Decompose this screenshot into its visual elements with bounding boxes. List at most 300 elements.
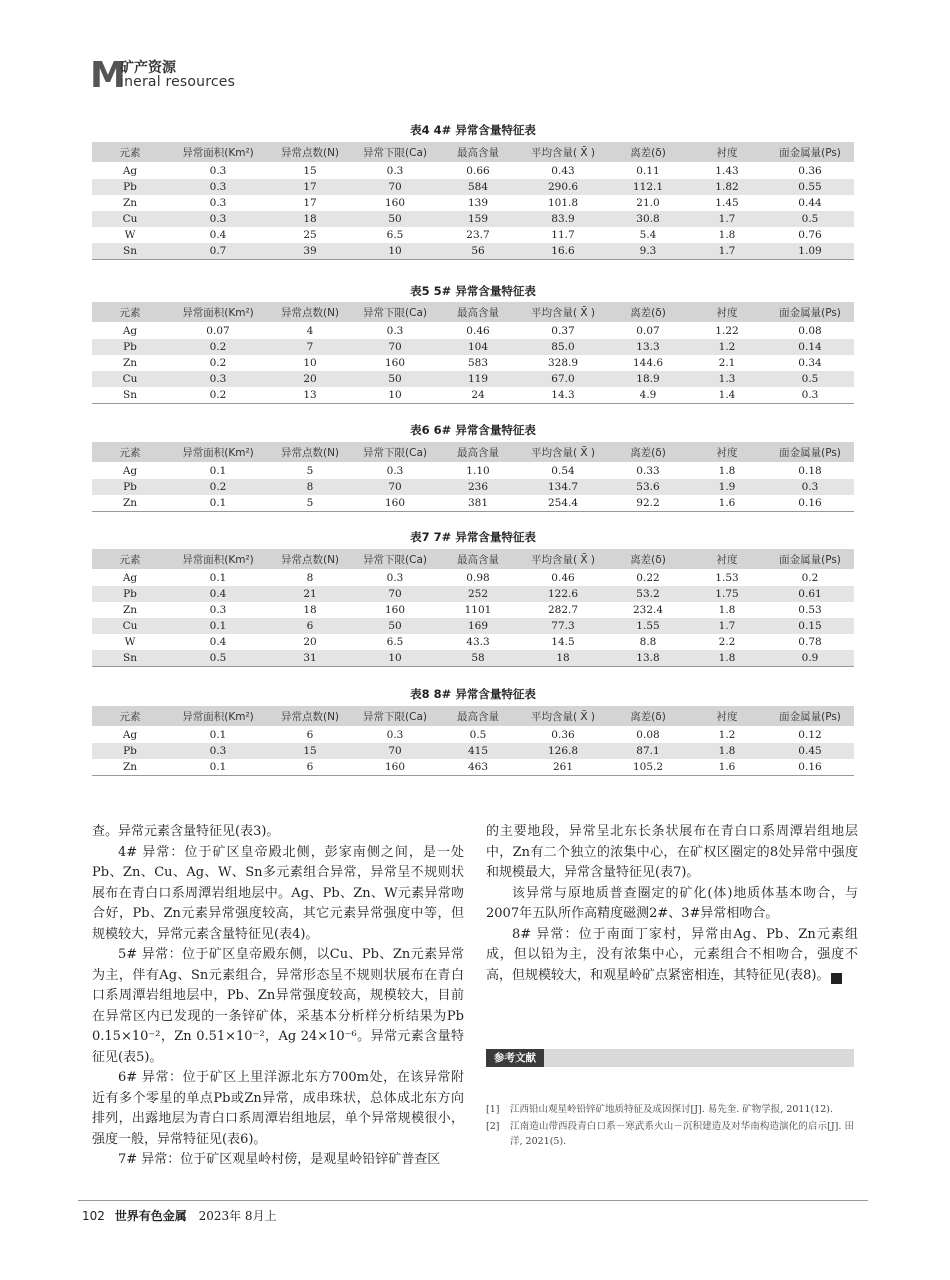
table-6 [92, 442, 854, 512]
table-cell: 10 [352, 243, 438, 260]
paragraph: 该异常与原地质普查圈定的矿化(体)地质体基本吻合，与2007年五队所作高精度磁测2#、3#异常相吻合。 [486, 885, 858, 921]
table-cell: 0.11 [636, 165, 660, 177]
reference-number: [2] [486, 1121, 500, 1132]
column-header: 最高含量 [438, 302, 518, 323]
table-cell: 0.3 [168, 179, 268, 195]
column-header: 平均含量( X̄ ) [518, 706, 608, 727]
column-header: 面金属量(Ps) [766, 302, 854, 323]
table-cell: 0.36 [798, 165, 822, 177]
table-cell: 0.3 [766, 387, 854, 404]
table-cell: Cu [92, 618, 168, 634]
table-cell: 0.2 [168, 339, 268, 355]
table-cell: 0.55 [766, 179, 854, 195]
column-header: 元素 [92, 549, 168, 570]
table-cell: 1.82 [688, 179, 766, 195]
table-cell: 0.12 [798, 729, 822, 741]
table-cell: 415 [438, 743, 518, 759]
table-cell: 0.34 [798, 357, 822, 369]
table-cell: 0.3 [386, 325, 404, 337]
column-header: 离差(δ) [608, 549, 688, 570]
table-cell: 0.3 [209, 165, 227, 177]
table-cell: 70 [352, 743, 438, 759]
column-header: 衬度 [688, 442, 766, 463]
column-header: 衬度 [688, 549, 766, 570]
body-right-column [486, 822, 867, 986]
page-number: 102 [82, 1209, 105, 1223]
table-cell: 77.3 [518, 618, 608, 634]
table-cell: 144.6 [632, 357, 664, 369]
table-cell: 252 [438, 586, 518, 602]
table-cell: 0.1 [209, 729, 227, 741]
table-cell: 30.8 [608, 211, 688, 227]
table-row [92, 570, 854, 587]
table-cell: 0.3 [209, 197, 227, 209]
table-cell: 1.3 [688, 371, 766, 387]
column-header: 异常下限(Ca) [352, 706, 438, 727]
table-row [92, 727, 854, 744]
table-cell: 583 [467, 357, 489, 369]
table-cell: 0.76 [798, 229, 822, 241]
table-cell: 0.3 [766, 479, 854, 495]
column-header: 离差(δ) [608, 302, 688, 323]
table-cell: 11.7 [551, 229, 575, 241]
table-cell: 328.9 [547, 357, 579, 369]
paragraph: 6# 异常：位于矿区上里洋源北东方700m处，在该异常附近有多个零星的单点Pb或Zn异常，成串珠状，总体成北东方向排列，出露地层为青白口系周潭岩组地层，单个异常规模很小，强度一般，异常特征见(表6)。 [92, 1070, 464, 1147]
column-header: 异常点数(N) [268, 706, 352, 727]
end-of-article-mark: 田 [831, 973, 842, 984]
reference-text: 江西铅山观星岭铅锌矿地质特征及成因探讨[J]. 易先奎. 矿物学报, 2011(12). [510, 1104, 834, 1115]
table-row [92, 163, 854, 180]
table-cell: 0.5 [168, 650, 268, 667]
table-row [92, 195, 854, 211]
column-header: 最高含量 [438, 142, 518, 163]
table-header-row [92, 442, 854, 463]
table-cell: 0.61 [766, 586, 854, 602]
table-cell: Zn [92, 495, 168, 512]
table-8 [92, 706, 854, 776]
table-cell: 0.1 [209, 572, 227, 584]
table-cell: 0.1 [168, 759, 268, 776]
table-cell: 2.1 [718, 357, 736, 369]
table-cell: 6 [268, 618, 352, 634]
table-cell: 0.37 [551, 325, 575, 337]
table-4-title: 表4 4# 异常含量特征表 [410, 123, 536, 137]
table-cell: 101.8 [547, 197, 579, 209]
table-row [92, 323, 854, 340]
table-cell: 1.55 [608, 618, 688, 634]
column-header: 最高含量 [438, 442, 518, 463]
table-cell: 5 [306, 465, 314, 477]
table-cell: 1.8 [688, 743, 766, 759]
table-cell: Sn [92, 387, 168, 404]
table-cell: 85.0 [518, 339, 608, 355]
table-cell: 67.0 [518, 371, 608, 387]
table-cell: 0.1 [168, 618, 268, 634]
table-cell: 1.8 [688, 650, 766, 667]
column-header: 异常下限(Ca) [352, 442, 438, 463]
table-cell: 1.6 [688, 495, 766, 512]
references-list [486, 1102, 854, 1151]
column-header: 最高含量 [438, 706, 518, 727]
table-5 [92, 302, 854, 404]
table-cell: 43.3 [466, 636, 490, 648]
references-heading-bar [486, 1049, 854, 1067]
table-cell: 31 [268, 650, 352, 667]
table-cell: 1.4 [688, 387, 766, 404]
table-cell: 1.09 [766, 243, 854, 260]
table-row [92, 743, 854, 759]
footer-rule [78, 1200, 868, 1201]
table-cell: 0.53 [798, 604, 822, 616]
table-cell: Pb [92, 479, 168, 495]
column-header: 离差(δ) [608, 442, 688, 463]
table-cell: 70 [352, 179, 438, 195]
table-cell: 0.18 [798, 465, 822, 477]
table-cell: 50 [352, 618, 438, 634]
table-row [92, 586, 854, 602]
table-cell: 53.2 [608, 586, 688, 602]
table-cell: 15 [303, 165, 317, 177]
table-cell: 139 [467, 197, 489, 209]
table-cell: 10 [352, 387, 438, 404]
table-cell: 160 [352, 495, 438, 512]
table-cell: 0.3 [168, 371, 268, 387]
column-header: 异常面积(Km²) [168, 142, 268, 163]
table-cell: Cu [92, 371, 168, 387]
table-cell: 5.4 [639, 229, 657, 241]
table-cell: 17 [268, 179, 352, 195]
table-cell: 2.2 [718, 636, 736, 648]
table-cell: 8 [268, 479, 352, 495]
table-header-row [92, 549, 854, 570]
table-cell: 1.7 [688, 618, 766, 634]
table-cell: 236 [438, 479, 518, 495]
table-cell: 290.6 [518, 179, 608, 195]
column-header: 异常面积(Km²) [168, 442, 268, 463]
table-cell: 21.0 [636, 197, 660, 209]
table-cell: 1.6 [688, 759, 766, 776]
paragraph-text: 8# 异常：位于南面丁家村，异常由Ag、Pb、Zn元素组成，但以铅为主，没有浓集中心，元素组合不相吻合，强度不高，但规模较大，和观星岭矿点紧密相连，其特征见(表8)。 [486, 926, 858, 983]
paragraph: 的主要地段，异常呈北东长条状展布在青白口系周潭岩组地层中，Zn有二个独立的浓集中心，在矿权区圈定的8处异常中强度和规模最大，异常含量特征见(表7)。 [486, 824, 858, 880]
table-cell: 0.22 [636, 572, 660, 584]
table-cell: 1.75 [688, 586, 766, 602]
table-cell: 0.1 [168, 495, 268, 512]
table-6-title: 表6 6# 异常含量特征表 [410, 423, 536, 437]
table-cell: 0.36 [551, 729, 575, 741]
table-cell: Ag [122, 165, 138, 177]
table-cell: 0.66 [466, 165, 490, 177]
table-cell: 261 [518, 759, 608, 776]
table-row [92, 339, 854, 355]
table-cell: 15 [268, 743, 352, 759]
table-5-title: 表5 5# 异常含量特征表 [410, 284, 536, 298]
table-row [92, 211, 854, 227]
table-cell: 104 [438, 339, 518, 355]
table-cell: 126.8 [518, 743, 608, 759]
table-cell: 20 [303, 636, 317, 648]
table-cell: 463 [438, 759, 518, 776]
table-cell: 0.16 [766, 495, 854, 512]
table-row [92, 650, 854, 667]
table-header-row [92, 706, 854, 727]
table-row [92, 227, 854, 243]
table-cell: 1.7 [688, 243, 766, 260]
table-cell: Sn [92, 243, 168, 260]
table-cell: W [124, 229, 136, 241]
column-header: 异常点数(N) [268, 549, 352, 570]
table-row [92, 618, 854, 634]
reference-item [486, 1102, 854, 1117]
table-cell: 0.54 [551, 465, 575, 477]
table-cell: 0.2 [801, 572, 819, 584]
column-header: 异常点数(N) [268, 302, 352, 323]
column-header: 异常面积(Km²) [168, 302, 268, 323]
table-cell: 1101 [464, 604, 492, 616]
table-cell: 18 [268, 211, 352, 227]
table-cell: 0.33 [636, 465, 660, 477]
table-cell: 0.5 [469, 729, 487, 741]
table-cell: 1.45 [715, 197, 739, 209]
table-cell: 0.2 [168, 479, 268, 495]
table-cell: 0.45 [766, 743, 854, 759]
table-cell: 18.9 [608, 371, 688, 387]
table-cell: 58 [438, 650, 518, 667]
table-cell: 0.08 [636, 729, 660, 741]
column-header: 异常点数(N) [268, 142, 352, 163]
column-header: 异常点数(N) [268, 442, 352, 463]
table-cell: 0.3 [386, 729, 404, 741]
table-cell: 159 [438, 211, 518, 227]
table-cell: 584 [438, 179, 518, 195]
table-cell: 8.8 [639, 636, 657, 648]
paragraph: 4# 异常：位于矿区皇帝殿北侧，彭家南侧之间，是一处Pb、Zn、Cu、Ag、W、Sn多元素组合异常，异常呈不规则状展布在青白口系周潭岩组地层中。Ag、Pb、Zn、W元素异常吻合好，Pb、Zn元素异常强度较高，其它元素异常强度中等，但规模较大，异常元素含量特征见(表4)。 [92, 844, 464, 942]
table-cell: Ag [122, 729, 138, 741]
paragraph: 5# 异常：位于矿区皇帝殿东侧，以Cu、Pb、Zn元素异常为主，伴有Ag、Sn元素组合，异常形态呈不规则状展布在青白口系周潭岩组地层中，Pb、Zn异常强度较高，规模较大，目前在异常区内已发现的一条锌矿体，采基本分析样分析结果为Pb 0.15×10⁻²，Zn 0.51×10⁻²，Ag 24×10⁻⁶。异常元素含量特征见(表5)。 [92, 947, 464, 1065]
table-cell: 20 [268, 371, 352, 387]
table-cell: 0.7 [168, 243, 268, 260]
table-row [92, 179, 854, 195]
table-cell: 160 [384, 604, 406, 616]
table-cell: 1.7 [688, 211, 766, 227]
table-row [92, 602, 854, 618]
table-cell: 0.15 [766, 618, 854, 634]
table-cell: 8 [306, 572, 314, 584]
column-header: 平均含量( X̄ ) [518, 549, 608, 570]
table-cell: 0.78 [798, 636, 822, 648]
column-header: 异常下限(Ca) [352, 549, 438, 570]
column-header: 元素 [92, 142, 168, 163]
table-row [92, 371, 854, 387]
table-cell: 0.4 [168, 586, 268, 602]
table-row [92, 243, 854, 260]
table-cell: 0.4 [209, 636, 227, 648]
table-cell: 0.14 [766, 339, 854, 355]
table-cell: 4 [306, 325, 314, 337]
table-cell: W [124, 636, 136, 648]
table-cell: 1.53 [715, 572, 739, 584]
table-cell: 0.43 [551, 165, 575, 177]
table-cell: 0.2 [168, 387, 268, 404]
table-cell: 13.3 [608, 339, 688, 355]
column-header: 衬度 [688, 142, 766, 163]
table-cell: 381 [438, 495, 518, 512]
column-header: 离差(δ) [608, 142, 688, 163]
table-header-row [92, 142, 854, 163]
table-cell: 122.6 [518, 586, 608, 602]
column-header: 异常下限(Ca) [352, 142, 438, 163]
paragraph: 7# 异常：位于矿区观星岭村傍，是观星岭铅锌矿普查区 [118, 1152, 441, 1167]
table-cell: 6 [268, 759, 352, 776]
table-cell: 14.3 [518, 387, 608, 404]
table-cell: 1.10 [466, 465, 490, 477]
table-row [92, 387, 854, 404]
table-cell: 0.46 [466, 325, 490, 337]
column-header: 元素 [92, 442, 168, 463]
table-row [92, 463, 854, 480]
table-cell: Cu [92, 211, 168, 227]
table-cell: 18 [303, 604, 317, 616]
column-header: 面金属量(Ps) [766, 442, 854, 463]
table-cell: 70 [352, 339, 438, 355]
column-header: 元素 [92, 706, 168, 727]
table-cell: 56 [438, 243, 518, 260]
table-cell: 1.22 [715, 325, 739, 337]
table-cell: 282.7 [547, 604, 579, 616]
table-cell: 0.4 [209, 229, 227, 241]
table-cell: 25 [303, 229, 317, 241]
table-cell: 50 [352, 371, 438, 387]
logo-letter: M [90, 55, 125, 96]
references-heading: 参考文献 [486, 1049, 544, 1067]
table-cell: 53.6 [608, 479, 688, 495]
column-header: 衬度 [688, 302, 766, 323]
table-cell: 1.2 [688, 339, 766, 355]
table-cell: 7 [268, 339, 352, 355]
table-cell: 0.08 [798, 325, 822, 337]
table-row [92, 479, 854, 495]
table-cell: 1.9 [688, 479, 766, 495]
table-cell: 134.7 [518, 479, 608, 495]
column-header: 平均含量( X̄ ) [518, 142, 608, 163]
table-cell: 160 [384, 357, 406, 369]
table-4 [92, 142, 854, 260]
column-header: 面金属量(Ps) [766, 142, 854, 163]
table-cell: Pb [92, 586, 168, 602]
table-7 [92, 549, 854, 667]
table-cell: Pb [92, 339, 168, 355]
table-cell: 23.7 [466, 229, 490, 241]
table-cell: 0.2 [209, 357, 227, 369]
issue-date: 2023年 8月上 [198, 1209, 277, 1223]
table-cell: 1.8 [718, 604, 736, 616]
table-cell: 0.44 [798, 197, 822, 209]
table-cell: 87.1 [608, 743, 688, 759]
table-cell: 1.8 [718, 229, 736, 241]
table-cell: 14.5 [551, 636, 575, 648]
table-cell: 83.9 [518, 211, 608, 227]
table-cell: 232.4 [632, 604, 664, 616]
table-cell: 17 [303, 197, 317, 209]
table-cell: 1.43 [715, 165, 739, 177]
table-cell: 21 [268, 586, 352, 602]
table-8-title: 表8 8# 异常含量特征表 [410, 687, 536, 701]
table-cell: 50 [352, 211, 438, 227]
table-cell: 0.3 [168, 211, 268, 227]
table-row [92, 634, 854, 650]
table-cell: 169 [438, 618, 518, 634]
table-cell: 254.4 [518, 495, 608, 512]
column-header: 异常面积(Km²) [168, 549, 268, 570]
logo-en: ineral resources [120, 74, 236, 90]
table-cell: Pb [92, 179, 168, 195]
table-cell: 0.9 [766, 650, 854, 667]
table-row [92, 495, 854, 512]
table-row [92, 355, 854, 371]
column-header: 面金属量(Ps) [766, 706, 854, 727]
table-cell: 24 [438, 387, 518, 404]
reference-item [486, 1119, 854, 1149]
table-cell: 70 [352, 586, 438, 602]
table-cell: 1.8 [718, 465, 736, 477]
table-cell: Ag [122, 572, 138, 584]
page-footer [82, 1208, 277, 1224]
column-header: 最高含量 [438, 549, 518, 570]
column-header: 元素 [92, 302, 168, 323]
table-cell: 16.6 [518, 243, 608, 260]
journal-name: 世界有色金属 [114, 1209, 187, 1223]
table-cell: Zn [92, 759, 168, 776]
column-header: 衬度 [688, 706, 766, 727]
logo-cn: 矿产资源 [120, 60, 176, 76]
table-cell: 1.2 [718, 729, 736, 741]
table-cell: 0.16 [766, 759, 854, 776]
table-cell: 119 [438, 371, 518, 387]
table-cell: 0.3 [209, 604, 227, 616]
table-cell: 0.07 [636, 325, 660, 337]
table-cell: 13 [268, 387, 352, 404]
table-row [92, 759, 854, 776]
table-cell: 0.3 [386, 465, 404, 477]
table-cell: 13.8 [608, 650, 688, 667]
table-cell: 6.5 [386, 636, 404, 648]
table-cell: 6.5 [386, 229, 404, 241]
table-cell: 6 [306, 729, 314, 741]
table-cell: 0.5 [766, 371, 854, 387]
table-cell: 0.3 [386, 165, 404, 177]
table-7-title: 表7 7# 异常含量特征表 [410, 530, 536, 544]
table-cell: 0.3 [386, 572, 404, 584]
table-cell: Sn [92, 650, 168, 667]
table-cell: 112.1 [608, 179, 688, 195]
reference-number: [1] [486, 1104, 500, 1115]
column-header: 异常面积(Km²) [168, 706, 268, 727]
body-left-column [92, 822, 464, 1171]
table-cell: 0.3 [168, 743, 268, 759]
table-header-row [92, 302, 854, 323]
table-cell: 0.98 [466, 572, 490, 584]
table-cell: Ag [122, 325, 138, 337]
table-cell: 10 [352, 650, 438, 667]
table-cell: Zn [122, 604, 138, 616]
table-cell: 9.3 [608, 243, 688, 260]
table-cell: Zn [122, 357, 138, 369]
table-cell: Zn [122, 197, 138, 209]
table-cell: 0.1 [209, 465, 227, 477]
paragraph [486, 925, 867, 987]
column-header: 离差(δ) [608, 706, 688, 727]
column-header: 面金属量(Ps) [766, 549, 854, 570]
table-cell: 0.5 [766, 211, 854, 227]
